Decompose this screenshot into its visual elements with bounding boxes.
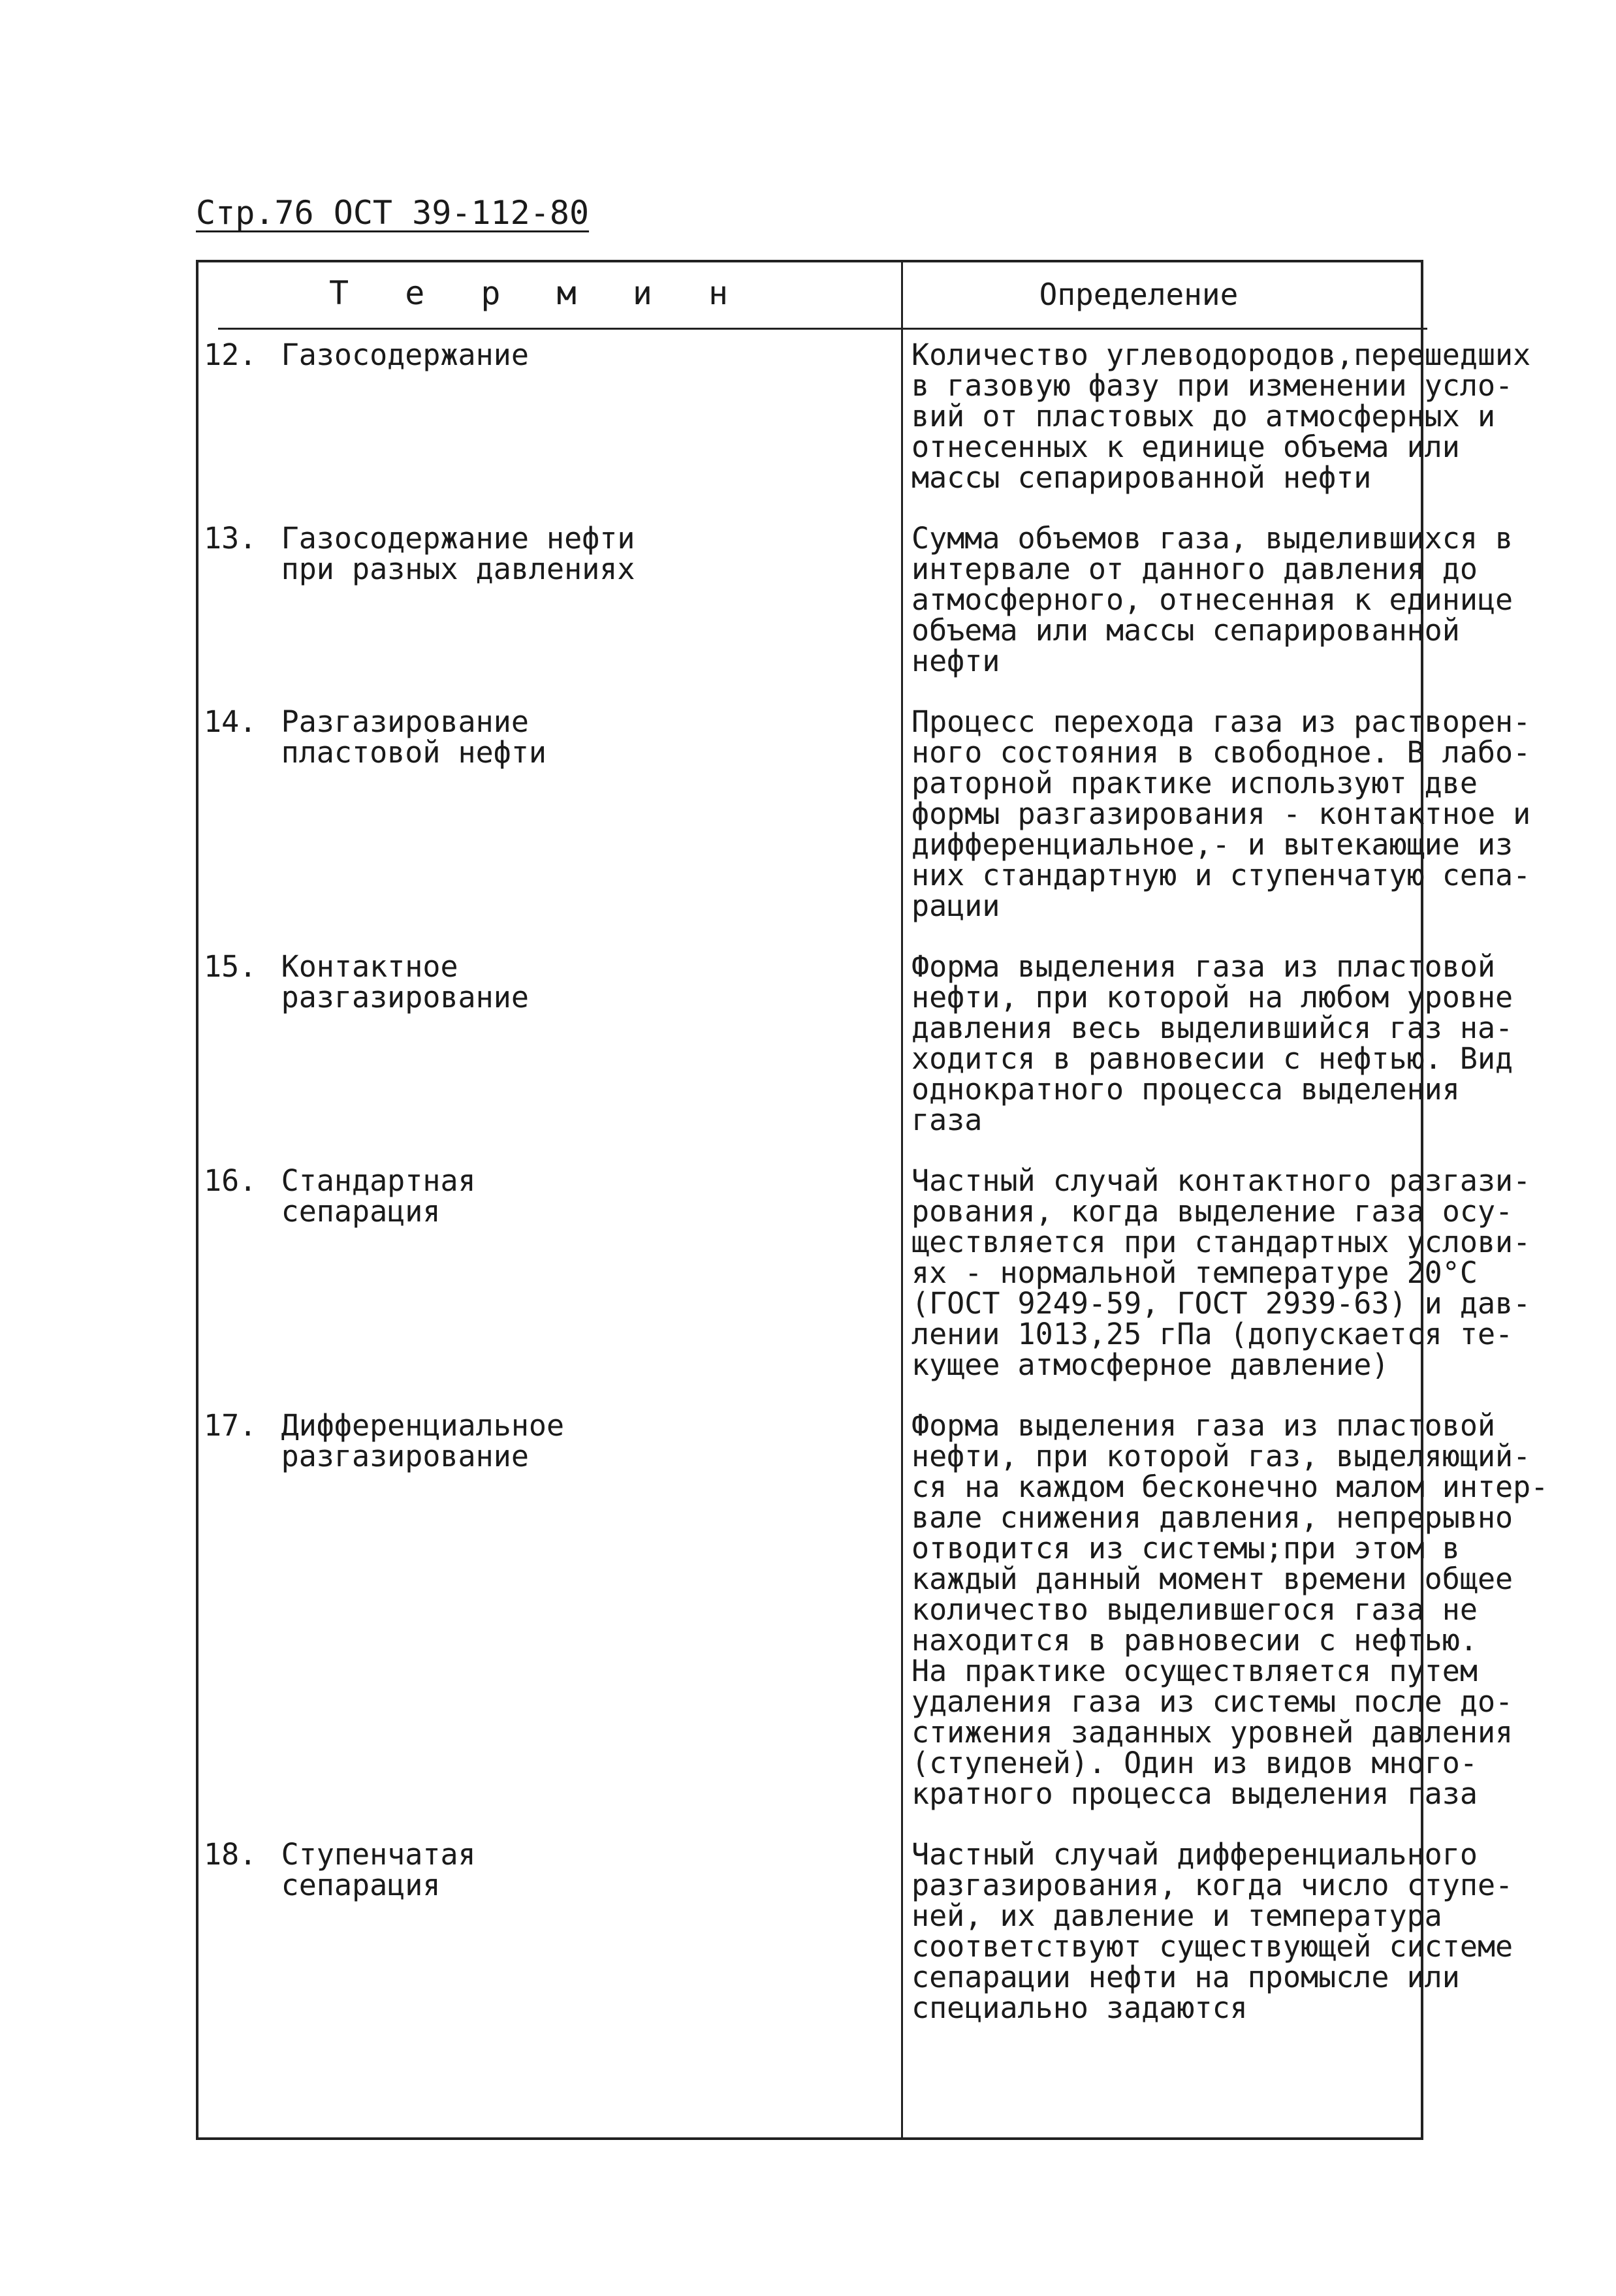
- definition-line: количество выделившегося газа не: [911, 1592, 1478, 1627]
- definition-line: атмосферного, отнесенная к единице: [911, 582, 1513, 617]
- definition-line: в газовую фазу при изменении усло-: [911, 368, 1513, 403]
- term-line: Дифференциальное: [281, 1408, 565, 1443]
- definition-line: разгазирования, когда число ступе-: [911, 1868, 1513, 1902]
- entry-number: 17.: [204, 1408, 257, 1443]
- definition-line: раторной практике используют две: [911, 766, 1478, 800]
- definition-line: газа: [911, 1103, 983, 1137]
- entry-number: 14.: [204, 704, 257, 739]
- definition-line: нефти: [911, 644, 1000, 678]
- entry-number: 13.: [204, 521, 257, 556]
- definition-line: ного состояния в свободное. В лабо-: [911, 735, 1531, 770]
- entry-definition: [911, 1163, 1531, 1382]
- definition-line: объема или массы сепарированной: [911, 613, 1460, 648]
- column-header-term: Т е р м и н: [329, 274, 747, 312]
- term-line: пластовой нефти: [281, 735, 547, 770]
- column-header-definition: Определение: [1039, 277, 1239, 312]
- definition-line: Частный случай контактного разгази-: [911, 1163, 1531, 1198]
- entry-term: [281, 706, 891, 921]
- entry-number: 18.: [204, 1837, 257, 1872]
- definition-line: Форма выделения газа из пластовой: [911, 1408, 1496, 1443]
- definition-line: ях - нормальной температуре 20°С: [911, 1255, 1478, 1290]
- definition-line: соответствуют существующей системе: [911, 1929, 1513, 1964]
- definition-line: Сумма объемов газа, выделившихся в: [911, 521, 1513, 556]
- terms-table: [196, 260, 1549, 2140]
- page-header: Стр.76 ОСТ 39-112-80: [196, 194, 590, 232]
- definition-line: специально задаются: [911, 1990, 1248, 2025]
- definition-line: массы сепарированной нефти: [911, 460, 1372, 495]
- definition-line: Процесс перехода газа из растворен-: [911, 704, 1531, 739]
- term-line: сепарация: [281, 1868, 441, 1902]
- definition-line: (ГОСТ 9249-59, ГОСТ 2939-63) и дав-: [911, 1286, 1531, 1321]
- definition-line: рования, когда выделение газа осу-: [911, 1194, 1513, 1229]
- entry-term: [281, 1839, 891, 2023]
- entry-definition: [911, 521, 1513, 678]
- term-line: Стандартная: [281, 1163, 476, 1198]
- header-rule: [218, 328, 1427, 330]
- entry-definition: [911, 1837, 1513, 2025]
- definition-line: ней, их давление и температура: [911, 1898, 1442, 1933]
- definition-line: нефти, при которой газ, выделяющий-: [911, 1439, 1531, 1473]
- definition-line: нефти, при которой на любом уровне: [911, 980, 1513, 1014]
- definition-line: кущее атмосферное давление): [911, 1347, 1389, 1382]
- table-body: [198, 338, 1549, 2049]
- definition-line: находится в равновесии с нефтью.: [911, 1623, 1478, 1658]
- definition-line: сепарации нефти на промысле или: [911, 1960, 1460, 1994]
- term-line: при разных давлениях: [281, 552, 635, 586]
- entry-number: 15.: [204, 949, 257, 984]
- entry-definition: [911, 949, 1513, 1137]
- definition-line: каждый данный момент времени общее: [911, 1562, 1513, 1596]
- definition-line: Форма выделения газа из пластовой: [911, 949, 1496, 984]
- entry-number: 12.: [204, 338, 257, 372]
- definition-line: интервале от данного давления до: [911, 552, 1478, 586]
- definition-line: ся на каждом бесконечно малом интер-: [911, 1470, 1549, 1504]
- definition-line: формы разгазирования - контактное и: [911, 796, 1531, 831]
- entry-term: [281, 339, 891, 493]
- table-row: [198, 338, 1531, 495]
- table-row: [198, 1408, 1549, 1811]
- entry-number: 16.: [204, 1163, 257, 1198]
- term-line: Контактное: [281, 949, 458, 984]
- table-row: [198, 1837, 1513, 2025]
- term-line: сепарация: [281, 1194, 441, 1229]
- entry-term: [281, 1410, 891, 1809]
- term-line: Газосодержание нефти: [281, 521, 635, 556]
- table-row: [198, 1163, 1531, 1382]
- term-line: разгазирование: [281, 1439, 529, 1473]
- term-line: разгазирование: [281, 980, 529, 1014]
- entry-definition: [911, 338, 1531, 495]
- definition-line: вале снижения давления, непрерывно: [911, 1500, 1513, 1535]
- definition-line: давления весь выделившийся газ на-: [911, 1011, 1513, 1045]
- definition-line: стижения заданных уровней давления: [911, 1715, 1513, 1750]
- definition-line: (ступеней). Один из видов много-: [911, 1746, 1478, 1780]
- definition-line: отводится из системы;при этом в: [911, 1531, 1460, 1565]
- entry-definition: [911, 704, 1531, 923]
- table-row: [198, 521, 1513, 678]
- definition-line: ществляется при стандартных услови-: [911, 1225, 1531, 1259]
- definition-line: удаления газа из системы после до-: [911, 1684, 1513, 1719]
- definition-line: лении 1013,25 гПа (допускается те-: [911, 1317, 1513, 1351]
- definition-line: кратного процесса выделения газа: [911, 1776, 1478, 1811]
- definition-line: Количество углеводородов,перешедших: [911, 338, 1531, 372]
- definition-line: рации: [911, 889, 1000, 923]
- table-row: [198, 949, 1513, 1137]
- term-line: Разгазирование: [281, 704, 529, 739]
- definition-line: ходится в равновесии с нефтью. Вид: [911, 1041, 1513, 1076]
- table-row: [198, 704, 1531, 923]
- definition-line: них стандартную и ступенчатую сепа-: [911, 858, 1531, 892]
- definition-line: отнесенных к единице объема или: [911, 430, 1460, 464]
- definition-line: однократного процесса выделения: [911, 1072, 1460, 1107]
- entry-term: [281, 951, 891, 1135]
- entry-term: [281, 1165, 891, 1380]
- entry-term: [281, 523, 891, 676]
- definition-line: дифференциальное,- и вытекающие из: [911, 827, 1513, 862]
- term-line: Ступенчатая: [281, 1837, 476, 1872]
- definition-line: На практике осуществляется путем: [911, 1654, 1478, 1688]
- entry-definition: [911, 1408, 1549, 1811]
- definition-line: вий от пластовых до атмосферных и: [911, 399, 1496, 433]
- definition-line: Частный случай дифференциального: [911, 1837, 1478, 1872]
- term-line: Газосодержание: [281, 338, 529, 372]
